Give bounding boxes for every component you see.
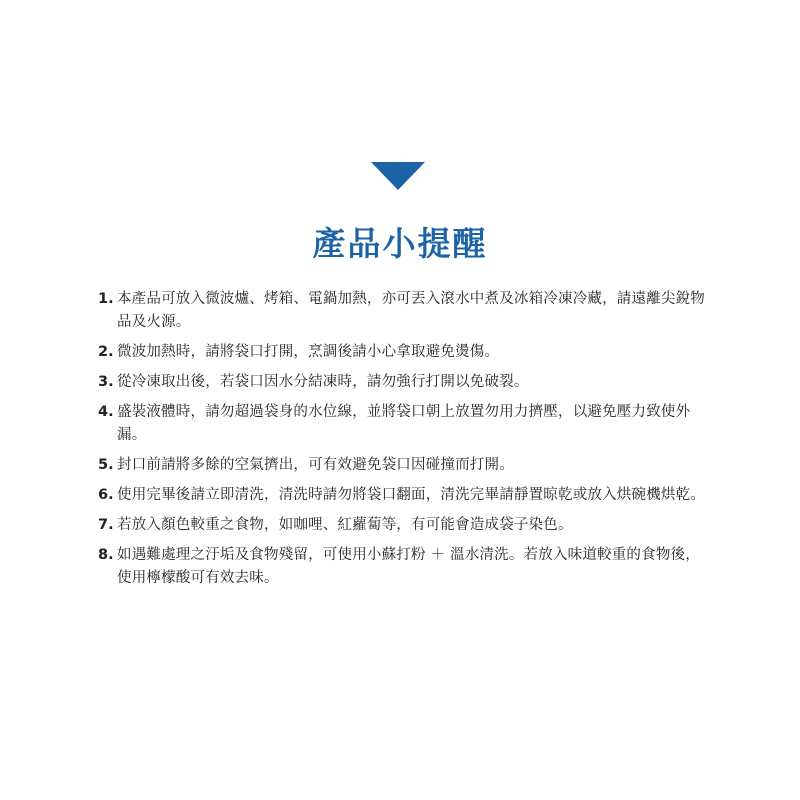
list-item — [98, 484, 710, 507]
item-text: 使用完畢後請立即清洗，清洗時請勿將袋口翻面，清洗完畢請靜置晾乾或放入烘碗機烘乾。 — [117, 487, 705, 503]
item-number: 1. — [98, 291, 114, 307]
item-number: 4. — [98, 404, 114, 420]
item-number: 8. — [98, 547, 114, 563]
item-text: 如遇難處理之汙垢及食物殘留，可使用小蘇打粉 ＋ 溫水清洗。若放入味道較重的食物後，使用檸檬酸可有效去味。 — [117, 547, 700, 586]
triangle-down-icon — [371, 162, 425, 190]
tips-list — [98, 288, 710, 597]
item-text: 封口前請將多餘的空氣擠出，可有效避免袋口因碰撞而打開。 — [117, 457, 514, 473]
item-text: 從冷凍取出後，若袋口因水分結凍時，請勿強行打開以免破裂。 — [117, 374, 529, 390]
item-text: 若放入顏色較重之食物，如咖哩、紅蘿蔔等，有可能會造成袋子染色。 — [117, 517, 573, 533]
page-title: 產品小提醒 — [312, 224, 488, 264]
item-text: 盛裝液體時，請勿超過袋身的水位線，並將袋口朝上放置勿用力擠壓，以避免壓力致使外漏。 — [117, 404, 691, 443]
item-number: 3. — [98, 374, 114, 390]
item-text: 微波加熱時，請將袋口打開，烹調後請小心拿取避免燙傷。 — [117, 344, 500, 360]
list-item — [98, 544, 710, 590]
item-number: 7. — [98, 517, 114, 533]
item-number: 2. — [98, 344, 114, 360]
list-item — [98, 371, 710, 394]
list-item — [98, 401, 710, 447]
item-text: 本產品可放入微波爐、烤箱、電鍋加熱，亦可丟入滾水中煮及冰箱冷凍冷藏，請遠離尖銳物品及火源。 — [117, 291, 705, 330]
list-item — [98, 288, 710, 334]
item-number: 6. — [98, 487, 114, 503]
list-item — [98, 514, 710, 537]
list-item — [98, 341, 710, 364]
item-number: 5. — [98, 457, 114, 473]
list-item — [98, 454, 710, 477]
